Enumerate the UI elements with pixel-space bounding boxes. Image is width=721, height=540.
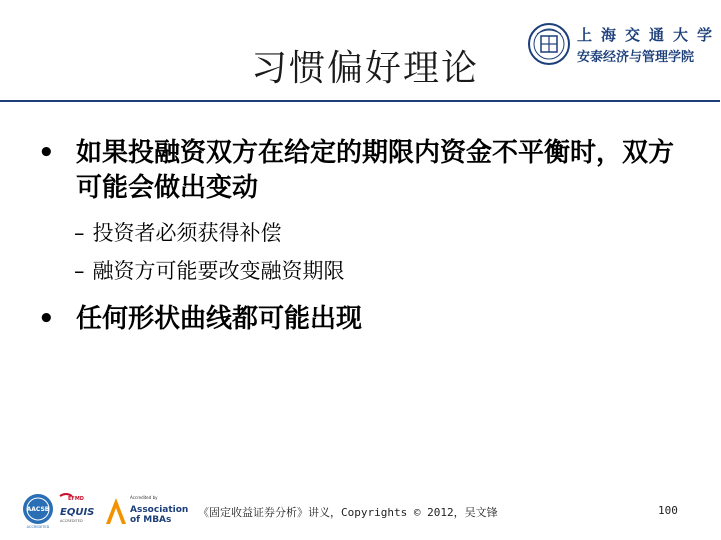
bullet-item bbox=[38, 302, 698, 338]
bullet-text: 如果投融资双方在给定的期限内资金不平衡时，双方可能会做出变动 bbox=[76, 138, 675, 203]
logo-university-name: 上海交通大学 bbox=[577, 26, 721, 44]
bullet-dot: • bbox=[38, 304, 55, 334]
university-seal-icon bbox=[527, 22, 571, 66]
logo-school-name: 安泰经济与管理学院 bbox=[577, 50, 695, 65]
bullet-dot: • bbox=[38, 138, 55, 168]
equis-sublabel: ACCREDITED bbox=[60, 519, 83, 523]
sub-bullet-dash: – bbox=[74, 259, 85, 283]
sub-bullet-item bbox=[74, 219, 282, 247]
aacsb-sublabel: ACCREDITED bbox=[26, 525, 50, 529]
sub-bullet-text: 融资方可能要改变融资期限 bbox=[92, 259, 345, 283]
footer-copyright: 《固定收益证券分析》讲义，Copyrights © 2012，吴文锋 bbox=[198, 506, 498, 519]
sub-bullet-item bbox=[74, 257, 345, 285]
university-logo bbox=[527, 22, 721, 68]
aacsb-label: AACSB bbox=[26, 506, 50, 513]
equis-label: EQUIS bbox=[60, 507, 95, 518]
accreditation-logos bbox=[22, 488, 189, 530]
title-divider bbox=[0, 100, 720, 102]
bullet-text: 任何形状曲线都可能出现 bbox=[76, 304, 363, 334]
bullet-item bbox=[38, 136, 698, 208]
efmd-label: EFMD bbox=[68, 496, 84, 502]
page-number: 100 bbox=[658, 504, 678, 517]
amba-line1: Association bbox=[130, 505, 189, 515]
slide-title: 习惯偏好理论 bbox=[250, 48, 479, 89]
amba-line2: of MBAs bbox=[130, 515, 172, 525]
equis-logo-icon bbox=[60, 494, 94, 523]
sub-bullet-text: 投资者必须获得补偿 bbox=[92, 221, 282, 245]
amba-small-label: Accredited by bbox=[130, 495, 158, 500]
sub-bullet-dash: – bbox=[74, 221, 85, 245]
amba-logo-icon bbox=[106, 495, 188, 525]
aacsb-logo-icon bbox=[23, 494, 53, 529]
